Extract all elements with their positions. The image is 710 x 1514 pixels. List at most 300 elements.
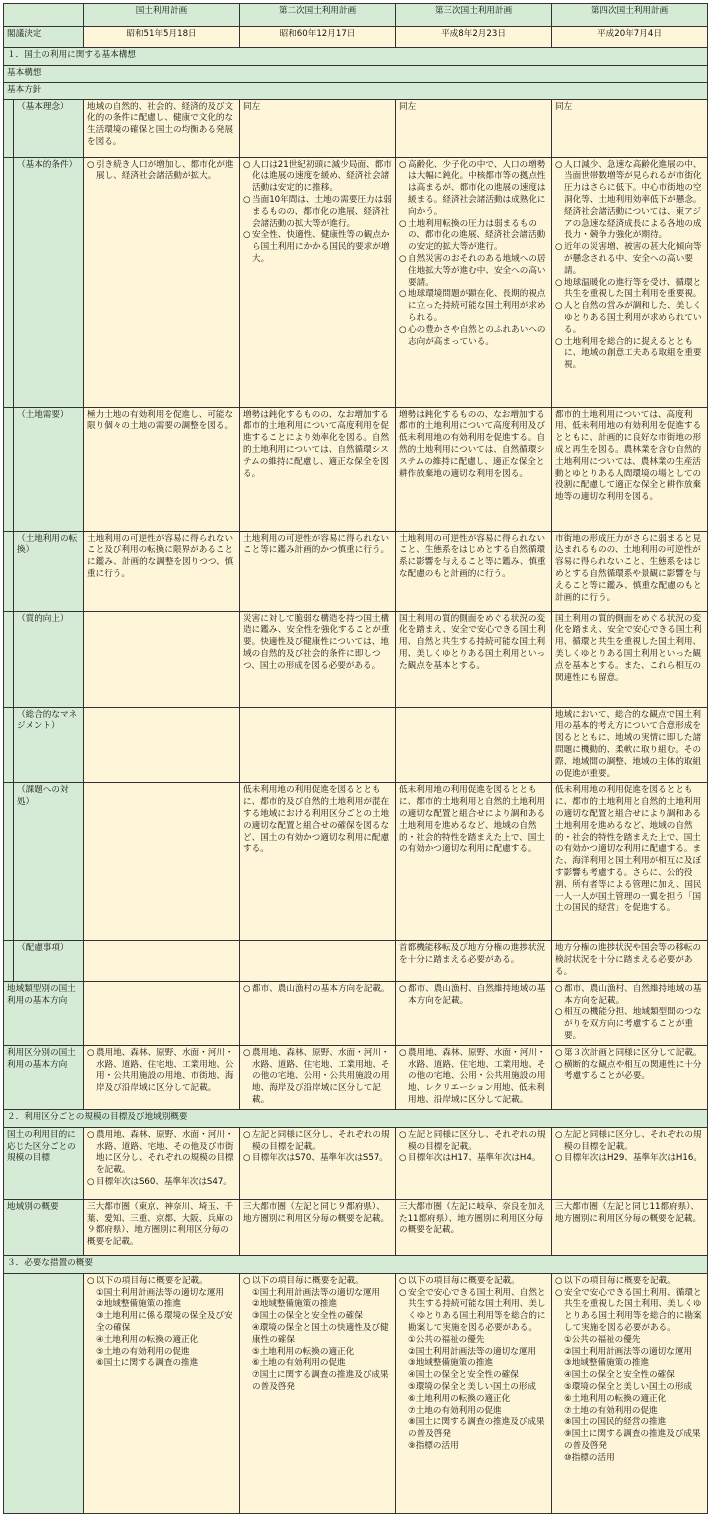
cell-text: 低未利用地の利用促進を図るとともに、都市的及び自然的土地利用が混在する地域における利用区分ごとの土地の適切な配置と組合せの確保を図るなど、国土の有効かつ適切な利用に配慮する。 [243, 785, 390, 855]
bullet-text: 自然災害のおそれのある地域への居住地拡大等が進む中、安全への高い要請。 [408, 253, 546, 288]
bullet-item [399, 1130, 548, 1154]
bullet-item [243, 1130, 392, 1154]
bullet-item [399, 1153, 548, 1165]
bullet-item [555, 1153, 704, 1165]
policy-row [4, 783, 708, 941]
measure-indent [399, 1370, 408, 1382]
measure-item [555, 1347, 704, 1359]
measure-indent [399, 1347, 408, 1359]
header-plan-3: 第三次国土利用計画 [396, 4, 552, 27]
plan-1-cell [84, 1127, 240, 1199]
plan-3-measures-cell [396, 1273, 552, 1513]
plan-4-measures-cell [552, 1273, 708, 1513]
plan-2-cell [240, 941, 396, 981]
measure-indent [399, 1417, 408, 1441]
measure-text: ⑩指標の活用 [564, 1452, 615, 1463]
plan-4-cell [552, 707, 708, 783]
policy-row [4, 707, 708, 783]
bullet-marker: ○ [243, 194, 251, 205]
bullet-item [399, 1048, 548, 1107]
plan-2-cell [240, 531, 396, 611]
measure-text: ④土地利用の転換の適正化 [96, 1334, 199, 1345]
measure-indent [243, 1288, 252, 1300]
measure-indent [243, 1311, 252, 1323]
policy-row-label: （基本的条件） [14, 157, 84, 407]
plan-2-cell [240, 1127, 396, 1199]
cell-text: 地域において、総合的な観点で国土利用の基本的考え方について合意形成を図るとともに、地域の実情に即した諸問題に機動的、柔軟に取り組む。その際、地域間の調整、地域の主体的取組の促進が重要。 [555, 709, 702, 779]
bullet-item [399, 289, 548, 324]
measure-item [555, 1335, 704, 1347]
scale-row-label: 国土の利用目的に応じた区分ごとの規模の目標 [4, 1127, 84, 1199]
section3-title: ３．必要な措置の概要 [4, 1255, 708, 1273]
measure-item [399, 1335, 548, 1347]
bullet-item [87, 160, 236, 184]
measure-text: ⑦土地の有効利用の促進 [408, 1405, 502, 1416]
measure-item [87, 1335, 236, 1347]
measure-indent [555, 1370, 564, 1382]
measure-indent [399, 1394, 408, 1406]
plan-3-cell [396, 1199, 552, 1255]
bullet-text: 以下の項目毎に概要を記載。 [408, 1275, 520, 1286]
measure-text: ⑧国土の国民的経営の推進 [564, 1417, 667, 1428]
bullet-item [399, 325, 548, 349]
cell-text: 増勢は鈍化するものの、なお増加する都市的土地利用について高度利用及び低未利用地の有効利用を促進する。自然的土地利用については、自然循環システムの維持に配慮し、適正な保全と耕作放棄地の適切な利用を図る。 [399, 409, 546, 479]
bullet-text: 都市、農山漁村の基本方向を記載。 [252, 983, 390, 994]
bullet-marker: ○ [87, 1176, 95, 1187]
policy-row [4, 941, 708, 981]
bullet-item [555, 1007, 704, 1042]
measure-text: ①公共の福祉の優先 [408, 1334, 485, 1345]
row-indent [4, 707, 14, 783]
plan-1-cell [84, 1199, 240, 1255]
bullet-marker: ○ [555, 1287, 563, 1298]
bullet-text: 安全で安心できる国土利用、自然と共生する持続可能な国土利用、美しくゆとりある国土利用等を総合的に勘案して実施を図る必要がある。 [408, 1287, 546, 1333]
bullet-text: 以下の項目毎に概要を記載。 [252, 1275, 364, 1286]
bullet-text: 土地利用を総合的に捉えるとともに、地域の創意工夫ある取組を重要視。 [564, 336, 702, 371]
measure-text: ③地域整備施策の推進 [408, 1358, 494, 1369]
bullet-item [399, 1276, 548, 1288]
bullet-text: 目標年次はH17、基準年次はH4。 [408, 1153, 541, 1164]
measure-indent [399, 1335, 408, 1347]
cell-text: 国土利用の質的側面をめぐる状況の変化を踏まえ、安全で安心できる国土利用、循環と共生を重視した国土利用、美しくゆとりある国土利用といった観点を基本とする。また、これら相互の関連性にも留意。 [555, 613, 702, 683]
cell-text: 土地利用の可逆性が容易に得られないこと等に鑑み計画的かつ慎重に行う。 [243, 533, 390, 556]
plan-2-cell [240, 157, 396, 407]
bullet-marker: ○ [87, 1275, 95, 1286]
measure-indent [399, 1382, 408, 1394]
measure-item [87, 1288, 236, 1300]
cell-text: 低未利用地の利用促進を図るとともに、都市的土地利用と自然的土地利用の適切な配置と組合せにより調和ある土地利用を進めるなど、地域の自然的・社会的特性を踏まえた上で、国土の有効かつ適切な利用に配慮する。また、海洋利用と国土利用が相互に及ぼす影響も考慮する。さらに、公的役割、所有者等による管理に加え、国民一人一人が国土管理の一翼を担う「国土の国民的経営」を促進する。 [555, 785, 702, 914]
section2-title-row [4, 1109, 708, 1127]
bullet-text: 目標年次はS60、基準年次はS47。 [96, 1176, 232, 1187]
measure-text: ⑥土地利用の転換の適正化 [408, 1393, 511, 1404]
bullet-text: 引き続き人口が増加し、都市化が進展し、経済社会諸活動が拡大。 [96, 159, 234, 182]
bullet-marker: ○ [243, 983, 251, 994]
plan-1-cell [84, 981, 240, 1045]
bullet-marker: ○ [399, 1275, 407, 1286]
bullet-text: 目標年次はH29、基準年次はH16。 [564, 1153, 702, 1164]
plan-3-cell [396, 611, 552, 707]
bullet-marker: ○ [399, 1287, 407, 1298]
bullet-item [399, 984, 548, 1008]
bullet-marker: ○ [399, 1129, 407, 1140]
measure-text: ①国土利用計画法等の適切な運用 [252, 1287, 381, 1298]
scale-row [4, 1199, 708, 1255]
row-indent [4, 783, 14, 941]
bullet-text: 人と自然の営みが調和した、美しくゆとりある国土利用が求められている。 [564, 301, 702, 335]
decision-date-1: 昭和51年5月18日 [84, 27, 240, 48]
bullet-marker: ○ [555, 159, 563, 170]
measure-item [399, 1406, 548, 1418]
bullet-item [555, 984, 704, 1008]
cell-text: 首都機能移転及び地方分権の進捗状況を十分に踏まえる必要がある。 [399, 943, 546, 966]
section1-sub2-row [4, 82, 708, 99]
measure-indent [243, 1299, 252, 1311]
bullet-marker: ○ [555, 1007, 563, 1018]
bullet-text: 地球環境問題が顕在化、長期的視点に立った持続可能な国土利用が求められる。 [408, 289, 546, 323]
bullet-marker: ○ [399, 983, 407, 994]
policy-row-label: （質的向上） [14, 611, 84, 707]
cell-text: 増勢は鈍化するものの、なお増加する都市的土地利用について高度利用を促進することにより効率化を図る。自然的土地利用については、自然循環システムの維持に配慮し、適正な保全を図る。 [243, 409, 390, 479]
plan-1-cell [84, 407, 240, 531]
measure-indent [243, 1358, 252, 1370]
decision-label: 閣議決定 [4, 27, 84, 48]
row-indent [4, 157, 14, 407]
bullet-text: 左記と同様に区分し、それぞれの規模の目標を記載。 [564, 1129, 702, 1152]
measure-item [555, 1453, 704, 1465]
cell-text: 同左 [555, 101, 573, 112]
land-use-plan-comparison-table [3, 3, 708, 1514]
measure-indent [555, 1406, 564, 1418]
plan-4-cell [552, 1199, 708, 1255]
measure-text: ⑥土地利用の転換の適正化 [564, 1393, 667, 1404]
plan-1-cell [84, 1045, 240, 1109]
policy-row-label: （土地需要） [14, 407, 84, 531]
measure-indent [555, 1358, 564, 1370]
basic-policy-label: 基本方針 [4, 82, 708, 99]
direction-row [4, 1045, 708, 1109]
header-plan-4: 第四次国土利用計画 [552, 4, 708, 27]
direction-row-label: 利用区分別の国土利用の基本方向 [4, 1045, 84, 1109]
measure-text: ⑦土地の有効利用の促進 [564, 1405, 658, 1416]
measure-indent [399, 1358, 408, 1370]
plan-2-cell [240, 611, 396, 707]
plan-3-cell [396, 783, 552, 941]
plan-1-measures-cell [84, 1273, 240, 1513]
header-plan-2: 第二次国土利用計画 [240, 4, 396, 27]
direction-row [4, 981, 708, 1045]
measure-text: ③地域整備施策の推進 [564, 1358, 650, 1369]
bullet-item [555, 160, 704, 243]
bullet-marker: ○ [399, 289, 407, 300]
measure-item [555, 1406, 704, 1418]
bullet-item [243, 1048, 392, 1107]
bullet-text: 安全性、快適性、健康性等の観点から国土利用にかかる国民的要求が増大。 [252, 230, 390, 264]
plan-3-cell [396, 707, 552, 783]
measure-text: ⑤土地利用の転換の適正化 [252, 1346, 355, 1357]
bullet-text: 地球温暖化の進行等を受け、循環と共生を重視した国土利用を重要視。 [564, 277, 702, 300]
plan-2-cell [240, 1045, 396, 1109]
measure-item [87, 1311, 236, 1335]
plan-2-measures-cell [240, 1273, 396, 1513]
comparison-table-wrap [3, 3, 707, 1514]
measure-indent [87, 1358, 96, 1370]
bullet-item [87, 1048, 236, 1095]
bullet-marker: ○ [243, 230, 251, 241]
plan-4-cell [552, 941, 708, 981]
cell-text: 同左 [399, 101, 417, 112]
bullet-text: 都市、農山漁村、自然維持地域の基本方向を記載。 [564, 983, 702, 1006]
measure-item [555, 1394, 704, 1406]
header-corner [4, 4, 84, 27]
bullet-marker: ○ [87, 1047, 95, 1058]
bullet-text: 目標年次はS70、基準年次はS57。 [252, 1153, 388, 1164]
measure-indent [555, 1347, 564, 1359]
plan-1-cell [84, 99, 240, 157]
policy-row [4, 99, 708, 157]
section1-sub1-row [4, 66, 708, 83]
plan-3-cell [396, 941, 552, 981]
bullet-text: 高齢化、少子化の中で、人口の増勢は大幅に鈍化。中核都市等の拠点性は高まるが、都市化の進展の速度は緩まる。経済社会諸活動は成熟化に向かう。 [408, 159, 546, 217]
bullet-item [555, 1276, 704, 1288]
bullet-marker: ○ [399, 1047, 407, 1058]
bullet-marker: ○ [399, 218, 407, 229]
plan-1-cell [84, 941, 240, 981]
measure-text: ⑤土地の有効利用の促進 [96, 1346, 190, 1357]
cell-text: 国土利用の質的側面をめぐる状況の変化を踏まえ、安全で安心できる国土利用、自然と共生する持続可能な国土利用、美しくゆとりある国土利用といった観点を基本とする。 [399, 613, 546, 671]
bullet-item [87, 1276, 236, 1288]
plan-2-cell [240, 981, 396, 1045]
cell-text: 地方分権の進捗状況や国会等の移転の検討状況を十分に踏まえる必要がある。 [555, 943, 702, 977]
plan-1-cell [84, 707, 240, 783]
measure-item [243, 1370, 392, 1394]
bullet-text: 横断的な観点や相互の関連性に十分考慮することが必要。 [564, 1059, 702, 1082]
bullet-item [243, 230, 392, 265]
bullet-text: 安全で安心できる国土利用、循環と共生を重視した国土利用、美しくゆとりある国土利用等を総合的に勘案して実施を図る必要がある。 [564, 1287, 702, 1333]
measure-item [399, 1394, 548, 1406]
measure-text: ①公共の福祉の優先 [564, 1334, 641, 1345]
plan-4-cell [552, 1045, 708, 1109]
bullet-marker: ○ [399, 253, 407, 264]
measure-indent [555, 1417, 564, 1429]
measure-text: ③国土の保全と安全性の確保 [252, 1311, 363, 1322]
plan-4-cell [552, 407, 708, 531]
measure-indent [555, 1394, 564, 1406]
bullet-text: 農用地、森林、原野、水面・河川・水路、道路、住宅地、工業用地、その他の宅地、公用・公共用施設の用地、レクリエーション用地、低未利用地、沿岸域に区分して記載。 [408, 1047, 546, 1105]
measure-item [555, 1429, 704, 1453]
bullet-item [555, 242, 704, 277]
bullet-item [555, 1048, 704, 1060]
cell-text: 極力土地の有効利用を促進し、可能な限り個々の土地の需要の調整を図る。 [87, 409, 234, 432]
decision-date-2: 昭和60年12月17日 [240, 27, 396, 48]
bullet-text: 農用地、森林、原野、水面・河川・水路、道路、住宅地、工業用地、公用・公共用施設の用地、市街地、海岸及び沿岸域に区分して記載。 [96, 1047, 234, 1094]
bullet-marker: ○ [243, 1275, 251, 1286]
decision-date-4: 平成20年7月4日 [552, 27, 708, 48]
measure-item [87, 1358, 236, 1370]
section2-title: ２．利用区分ごとの規模の目標及び地域別概要 [4, 1109, 708, 1127]
measure-text: ⑧国土に関する調査の推進及び成果の普及啓発 [408, 1417, 545, 1440]
measure-item [243, 1358, 392, 1370]
plan-1-cell [84, 531, 240, 611]
measure-text: ⑦国土に関する調査の推進及び成果の普及啓発 [252, 1370, 389, 1392]
bullet-text: 第３次計画と同様に区分して記載。 [564, 1047, 702, 1058]
policy-row [4, 407, 708, 531]
measure-item [243, 1299, 392, 1311]
plan-3-cell [396, 157, 552, 407]
bullet-text: 当面10年間は、土地の需要圧力は弱まるものの、都市化の進展、経済社会諸活動の拡大等が進行。 [252, 194, 392, 229]
measure-text: ②地域整備施策の推進 [96, 1299, 182, 1310]
bullet-marker: ○ [399, 324, 407, 335]
measure-indent [399, 1406, 408, 1418]
bullet-text: 農用地、森林、原野、水面・河川・水路、道路、宅地、その他及び市街地に区分し、それぞれの規模の目標を記載。 [96, 1129, 234, 1176]
cell-text: 三大都市圏（東京、神奈川、埼玉、千葉、愛知、三重、京都、大阪、兵庫の９都府県）、地方圏別に利用区分毎の概要を記載。 [87, 1201, 234, 1248]
bullet-item [87, 1130, 236, 1177]
plan-1-cell [84, 157, 240, 407]
measure-indent [87, 1335, 96, 1347]
measure-indent [87, 1347, 96, 1359]
bullet-marker: ○ [555, 301, 563, 312]
bullet-item [399, 219, 548, 254]
bullet-text: 左記と同様に区分し、それぞれの規模の目標を記載。 [408, 1129, 546, 1152]
measure-text: ②国土利用計画法等の適切な運用 [408, 1346, 537, 1357]
measure-item [555, 1358, 704, 1370]
measure-text: ⑨国土に関する調査の推進及び成果の普及啓発 [564, 1429, 701, 1451]
measure-item [87, 1299, 236, 1311]
measure-item [555, 1417, 704, 1429]
bullet-marker: ○ [243, 1153, 251, 1164]
measure-indent [243, 1323, 252, 1347]
basic-concept-label: 基本構想 [4, 66, 708, 83]
policy-row-label: （土地利用の転換） [14, 531, 84, 611]
plan-1-cell [84, 783, 240, 941]
policy-row-label: （基本理念） [14, 99, 84, 157]
bullet-item [555, 1060, 704, 1084]
policy-row-label: （課題への対処） [14, 783, 84, 941]
plan-3-cell [396, 981, 552, 1045]
bullet-marker: ○ [555, 277, 563, 288]
section1-title-row [4, 48, 708, 66]
measure-indent [555, 1429, 564, 1453]
row-indent [4, 941, 14, 981]
measure-indent [243, 1347, 252, 1359]
bullet-text: 近年の災害増、被害の甚大化傾向等が懸念される中、安全への高い要請。 [564, 242, 702, 276]
header-row [4, 4, 708, 27]
bullet-text: 都市、農山漁村、自然維持地域の基本方向を記載。 [408, 983, 546, 1006]
measure-item [555, 1370, 704, 1382]
plan-1-cell [84, 611, 240, 707]
bullet-marker: ○ [87, 1129, 95, 1140]
bullet-marker: ○ [555, 1129, 563, 1140]
plan-2-cell [240, 783, 396, 941]
policy-row [4, 157, 708, 407]
bullet-marker: ○ [555, 1275, 563, 1286]
decision-date-3: 平成8年2月23日 [396, 27, 552, 48]
policy-row-label: （総合的なマネジメント） [14, 707, 84, 783]
measure-item [399, 1382, 548, 1394]
policy-row [4, 531, 708, 611]
measure-text: ⑤環境の保全と美しい国土の形成 [408, 1381, 537, 1392]
measure-text: ①国土利用計画法等の適切な運用 [96, 1287, 225, 1298]
plan-4-cell [552, 99, 708, 157]
bullet-marker: ○ [243, 159, 251, 170]
measure-indent [87, 1288, 96, 1300]
measure-indent [555, 1453, 564, 1465]
measure-item [555, 1382, 704, 1394]
bullet-marker: ○ [555, 1047, 563, 1058]
cell-text: 土地利用の可逆性が容易に得られないこと、生態系をはじめとする自然循環系に影響を与えること等に鑑み、慎重な配慮のもと計画的に行う。 [399, 533, 546, 579]
cell-text: 低未利用地の利用促進を図るとともに、都市的土地利用と自然的土地利用の適切な配置と組合せにより調和ある土地利用を進めるなど、地域の自然的・社会的特性を踏まえた上で、国土の有効かつ適切な利用に配慮する。 [399, 785, 546, 855]
plan-4-cell [552, 157, 708, 407]
plan-4-cell [552, 1127, 708, 1199]
direction-row-label: 地域類型別の国土利用の基本方向 [4, 981, 84, 1045]
measure-item [399, 1370, 548, 1382]
measure-item [243, 1288, 392, 1300]
bullet-text: 心の豊かさや自然とのふれあいへの志向が高まっている。 [408, 324, 546, 347]
bullet-marker: ○ [555, 1153, 563, 1164]
bullet-item [399, 1288, 548, 1335]
bullet-marker: ○ [399, 159, 407, 170]
plan-3-cell [396, 531, 552, 611]
bullet-text: 相互の機能分担、地域類型間のつながりを双方向に考慮することが重要。 [564, 1007, 702, 1041]
measure-text: ⑨指標の活用 [408, 1440, 459, 1451]
plan-3-cell [396, 1045, 552, 1109]
bullet-text: 以下の項目毎に概要を記載。 [96, 1275, 208, 1286]
bullet-item [399, 160, 548, 219]
cell-text: 三大都市圏（左記に岐阜、奈良を加えた11都府県）、地方圏別に利用区分毎の概要を記載。 [399, 1201, 546, 1236]
measure-text: ⑥国土に関する調査の推進 [96, 1358, 199, 1369]
measure-text: ②国土利用計画法等の適切な運用 [564, 1346, 693, 1357]
row-indent [4, 531, 14, 611]
cell-text: 三大都市圏（左記と同じ９都府県）、地方圏別に利用区分毎の概要を記載。 [243, 1201, 390, 1224]
measure-indent [399, 1441, 408, 1453]
plan-2-cell [240, 407, 396, 531]
measure-indent [243, 1370, 252, 1394]
bullet-marker: ○ [243, 1129, 251, 1140]
plan-3-cell [396, 1127, 552, 1199]
measure-text: ②地域整備施策の推進 [252, 1299, 338, 1310]
bullet-marker: ○ [399, 1153, 407, 1164]
measure-indent [87, 1311, 96, 1335]
measure-indent [87, 1299, 96, 1311]
measure-text: ③土地利用に係る環境の保全及び安全の確保 [96, 1311, 233, 1333]
plan-2-cell [240, 707, 396, 783]
bullet-text: 以下の項目毎に概要を記載。 [564, 1275, 676, 1286]
policy-row [4, 611, 708, 707]
header-plan-1: 国土利用計画 [84, 4, 240, 27]
bullet-item [555, 337, 704, 372]
measure-item [399, 1347, 548, 1359]
bullet-marker: ○ [243, 1047, 251, 1058]
policy-row-label: （配慮事項） [14, 941, 84, 981]
plan-2-cell [240, 99, 396, 157]
measures-row-label [4, 1273, 84, 1513]
measure-text: ⑥土地の有効利用の促進 [252, 1358, 346, 1369]
section3-title-row [4, 1255, 708, 1273]
cell-text: 都市的土地利用については、高度利用、低未利用地の有効利用を促進するとともに、計画的に良好な市街地の形成と再生を図る。農林業を含む自然的土地利用については、農林業の生産活動とゆとりある人間環境の場としての役割に配慮して適正な保全と耕作放棄地等の適切な利用を図る。 [555, 409, 702, 503]
section1-title: １．国土の利用に関する基本構想 [4, 48, 708, 66]
bullet-item [243, 1276, 392, 1288]
measure-item [399, 1358, 548, 1370]
measure-indent [555, 1382, 564, 1394]
measure-item [399, 1441, 548, 1453]
bullet-item [555, 1288, 704, 1335]
row-indent [4, 407, 14, 531]
bullet-marker: ○ [555, 983, 563, 994]
bullet-item [243, 1153, 392, 1165]
row-indent [4, 611, 14, 707]
measure-text: ④環境の保全と国土の快適性及び健康性の確保 [252, 1322, 389, 1345]
measure-item [399, 1417, 548, 1441]
measure-text: ④国土の保全と安全性の確保 [408, 1370, 519, 1381]
